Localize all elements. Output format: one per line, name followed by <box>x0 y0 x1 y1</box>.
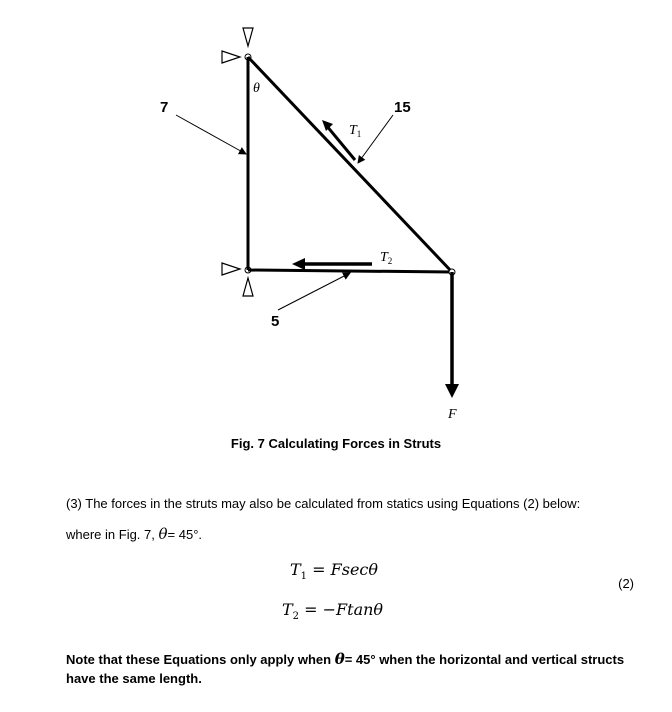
note-paragraph <box>66 650 646 688</box>
label-15: 15 <box>394 99 411 116</box>
label-t2: $T_2$ <box>380 250 393 266</box>
paragraph-theta-prefix: where in Fig. 7, <box>66 527 159 542</box>
paragraph-theta <box>66 525 202 543</box>
note-theta-symbol: θ <box>334 650 345 668</box>
force-f-arrowhead <box>445 384 459 398</box>
leader-15 <box>358 115 393 163</box>
diagonal-strut <box>248 57 452 272</box>
equation-number: (2) <box>618 576 634 591</box>
label-5: 5 <box>271 313 280 330</box>
theta-label: θ <box>253 81 260 96</box>
paragraph-theta-suffix: = 45°. <box>167 527 203 542</box>
leader-7 <box>176 115 246 154</box>
theta-symbol: θ <box>158 525 168 543</box>
leader-5 <box>278 273 350 310</box>
paragraph-statics: (3) The forces in the struts may also be calculated from statics using Equations (2) below: <box>66 496 581 511</box>
horizontal-strut <box>248 270 452 272</box>
note-suffix: = 45° when the horizontal and vertical structs have the same length. <box>66 652 625 686</box>
figure-caption: Fig. 7 Calculating Forces in Struts <box>230 436 442 451</box>
label-7: 7 <box>160 99 169 116</box>
label-t1: $T_1$ <box>349 123 362 139</box>
note-prefix: Note that these Equations only apply when <box>66 652 335 667</box>
t2-arrowhead <box>292 258 305 270</box>
equation-t1: $T_1 = Fsec\theta$ <box>290 560 379 583</box>
label-f: F <box>448 407 457 422</box>
equation-t2: $T_2 = -Ftan\theta$ <box>282 600 384 623</box>
